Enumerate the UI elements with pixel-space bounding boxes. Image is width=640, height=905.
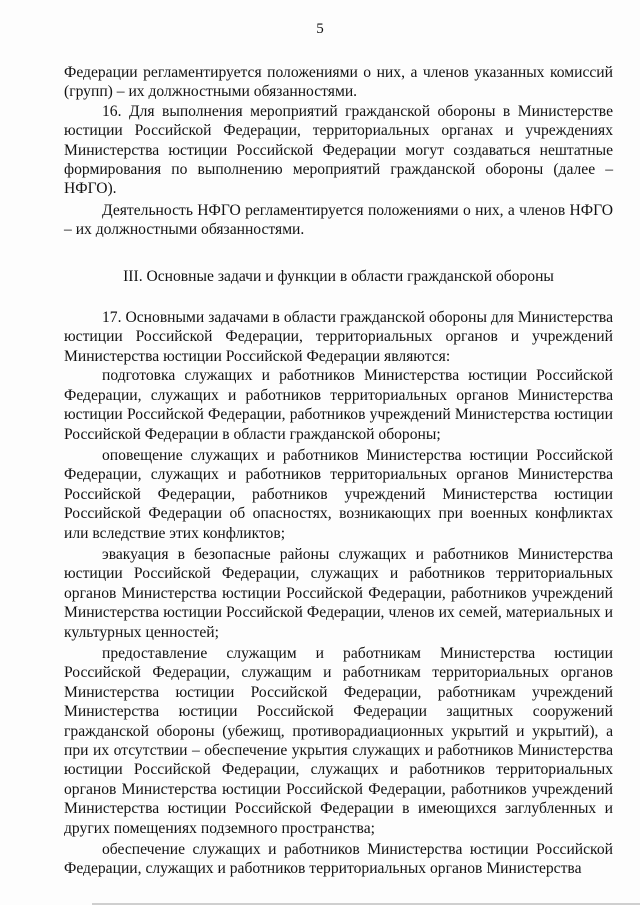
paragraph-shelters: предоставление служащим и работникам Министерства юстиции Российской Федерации, служащим и работникам территориальных органов Министерства юстиции Российской Федерации, работникам учреждений Министерства юстиции Российской Федерации защитных сооружений гражданской обороны (убежищ, противорадиационных укрытий и укрытий), а при их отсутствии – обеспечение укрытия служащих и работников Министерства юстиции Российской Федерации, служащих и работников территориальных органов Министерства юстиции Российской Федерации, работников учреждений Министерства юстиции Российской Федерации в имеющихся заглубленных и других помещениях подземного пространства;	[64, 644, 613, 837]
paragraph-item-16: 16. Для выполнения мероприятий гражданской обороны в Министерстве юстиции Российской Федерации, территориальных органах и учреждениях Министерства юстиции Российской Федерации могут создаваться нештатные формирования по выполнению мероприятий гражданской обороны (далее – НФГО).	[64, 102, 613, 198]
paragraph-training: подготовка служащих и работников Министерства юстиции Российской Федерации, служащих и работников территориальных органов Министерства юстиции Российской Федерации, работников учреждений Министерства юстиции Российской Федерации в области гражданской обороны;	[64, 367, 613, 443]
paragraph-provision: обеспечение служащих и работников Министерства юстиции Российской Федерации, служащих и работников территориальных органов Министерства	[64, 841, 613, 878]
paragraph-evacuation: эвакуация в безопасные районы служащих и работников Министерства юстиции Российской Федерации, служащих и работников территориальных органов Министерства юстиции Российской Федерации, работников учреждений Министерства юстиции Российской Федерации, членов их семей, материальных и культурных ценностей;	[64, 545, 613, 641]
document-body	[64, 63, 613, 879]
paragraph-nfgo-activity: Деятельность НФГО регламентируется положениями о них, а членов НФГО – их должностными обязанностями.	[64, 201, 613, 239]
paragraph-continuation: Федерации регламентируется положениями о них, а членов указанных комиссий (групп) – их должностными обязанностями.	[64, 64, 613, 101]
section-heading: III. Основные задачи и функции в области гражданской обороны	[123, 267, 554, 285]
paragraph-item-17: 17. Основными задачами в области гражданской обороны для Министерства юстиции Российской Федерации, территориальных органов и учреждений Министерства юстиции Российской Федерации являются:	[64, 309, 613, 365]
paragraph-notification: оповещение служащих и работников Министерства юстиции Российской Федерации, служащих и работников территориальных органов Министерства Российской Федерации, работников учреждений Министерства юстиции Российской Федерации об опасностях, возникающих при военных конфликтах или вследствие этих конфликтов;	[64, 446, 613, 542]
page-number: 5	[316, 21, 324, 37]
